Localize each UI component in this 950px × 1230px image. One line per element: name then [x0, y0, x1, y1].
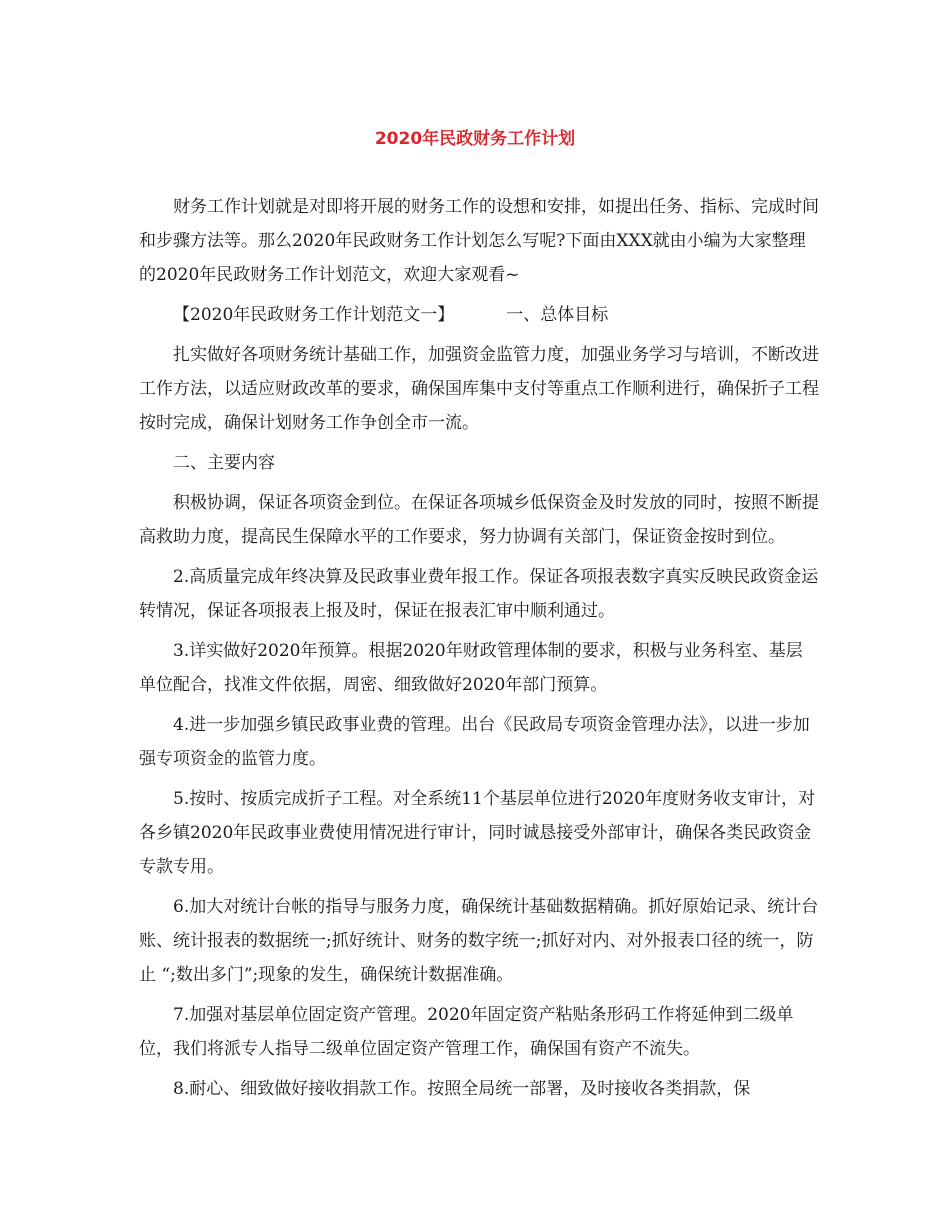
list-item: 3.详实做好2020年预算。根据2020年财政管理体制的要求，积极与业务科室、基层单位配合，找准文件依据，周密、细致做好2020年部门预算。: [139, 641, 803, 695]
intro-paragraph: 财务工作计划就是对即将开展的财务工作的设想和安排，如提出任务、指标、完成时间和步骤方法等。那么2020年民政财务工作计划怎么写呢?下面由XXX就由小编为大家整理的2020年民政财务工作计划范文，欢迎大家观看~: [139, 197, 819, 285]
list-item: 8.耐心、细致做好接收捐款工作。按照全局统一部署，及时接收各类捐款，保: [173, 1079, 751, 1099]
document-body: [139, 190, 819, 1106]
list-item: 5.按时、按质完成折子工程。对全系统11个基层单位进行2020年度财务收支审计，对各乡镇2020年民政事业费使用情况进行审计，同时诚恳接受外部审计，确保各类民政资金专款专用。: [139, 789, 816, 877]
list-item: 2.高质量完成年终决算及民政事业费年报工作。保证各项报表数字真实反映民政资金运转情况，保证各项报表上报及时，保证在报表汇审中顺利通过。: [139, 567, 819, 621]
overall-goal-paragraph: 扎实做好各项财务统计基础工作，加强资金监管力度，加强业务学习与培训，不断改进工作方法，以适应财政改革的要求，确保国库集中支付等重点工作顺利进行，确保折子工程按时完成，确保计划财务工作争创全市一流。: [139, 345, 819, 433]
list-item: 7.加强对基层单位固定资产管理。2020年固定资产粘贴条形码工作将延伸到二级单位，我们将派专人指导二级单位固定资产管理工作，确保国有资产不流失。: [139, 1005, 794, 1059]
sample-heading-line: [139, 298, 819, 332]
list-item: 4.进一步加强乡镇民政事业费的管理。出台《民政局专项资金管理办法》，以进一步加强专项资金的监管力度。: [139, 715, 810, 769]
section-heading-overall-goal: 一、总体目标: [506, 305, 609, 325]
list-item: 积极协调，保证各项资金到位。在保证各项城乡低保资金及时发放的同时，按照不断提高救助力度，提高民生保障水平的工作要求，努力协调有关部门，保证资金按时到位。: [139, 493, 819, 547]
document-title: 2020年民政财务工作计划: [374, 129, 576, 149]
sample-heading: 【2020年民政财务工作计划范文一】: [173, 305, 455, 325]
list-item: 6.加大对统计台帐的指导与服务力度，确保统计基础数据精确。抓好原始记录、统计台账、统计报表的数据统一;抓好统计、财务的数字统一;抓好对内、对外报表口径的统一，防止 “;数出多门”;现象的发生，确保统计数据准确。: [139, 897, 819, 985]
section-heading-main-content: 二、主要内容: [173, 453, 275, 473]
